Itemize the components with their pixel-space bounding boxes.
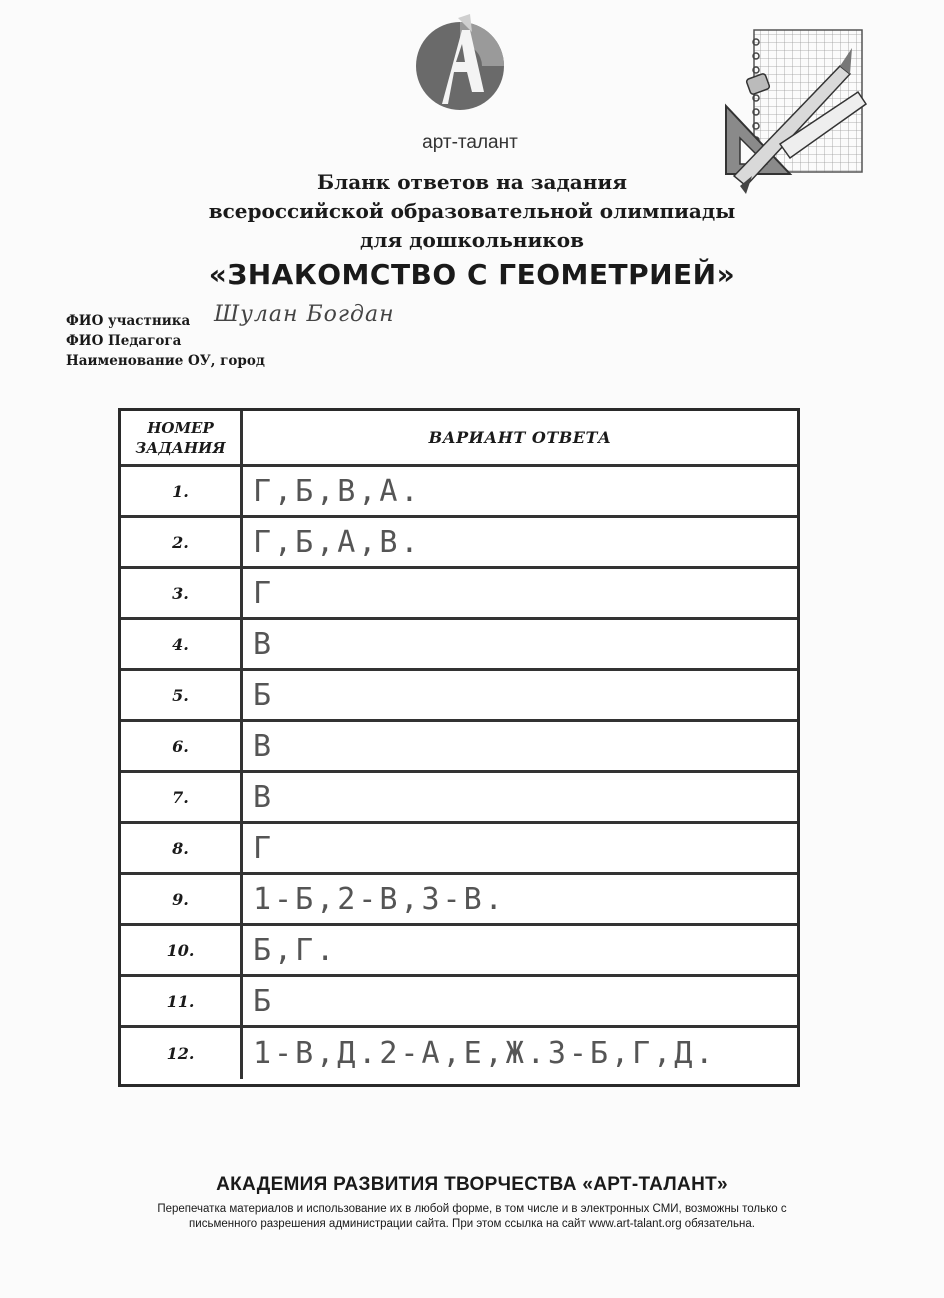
task-number: 4.: [121, 620, 243, 668]
participant-name-label: ФИО участника: [66, 313, 191, 329]
task-number: 6.: [121, 722, 243, 770]
answer-value[interactable]: Г: [253, 830, 275, 866]
organization-label: Наименование ОУ, город: [66, 353, 265, 369]
column-header-number: [121, 411, 243, 464]
answer-value[interactable]: В: [253, 728, 275, 764]
academy-name: АКАДЕМИЯ РАЗВИТИЯ ТВОРЧЕСТВА «АРТ-ТАЛАНТ»: [216, 1174, 728, 1195]
column-header-answer: ВАРИАНТ ОТВЕТА: [428, 428, 612, 447]
table-row: [121, 875, 797, 926]
task-number: 11.: [121, 977, 243, 1025]
task-number: 5.: [121, 671, 243, 719]
title-line-2: всероссийской образовательной олимпиады: [208, 199, 736, 223]
table-row: [121, 926, 797, 977]
table-header-row: [121, 411, 797, 467]
title-line-3: для дошкольников: [360, 228, 584, 252]
answer-value[interactable]: Б: [253, 983, 275, 1019]
task-number: 12.: [121, 1028, 243, 1079]
task-number: 9.: [121, 875, 243, 923]
answer-value[interactable]: Г,Б,В,А.: [253, 473, 422, 509]
art-talant-logo: [412, 14, 508, 122]
table-row: [121, 467, 797, 518]
answer-table: [118, 408, 800, 1087]
title-line-1: Бланк ответов на задания: [317, 170, 627, 194]
column-header-number-line2: ЗАДАНИЯ: [135, 438, 226, 457]
copyright-notice-line-2: письменного разрешения администрации сайта. При этом ссылка на сайт www.art-talant.org обязательна.: [189, 1218, 755, 1230]
answer-value[interactable]: Г: [253, 575, 275, 611]
task-number: 2.: [121, 518, 243, 566]
task-number: 3.: [121, 569, 243, 617]
task-number: 10.: [121, 926, 243, 974]
table-row: [121, 1028, 797, 1079]
teacher-name-label: ФИО Педагога: [66, 333, 182, 349]
page-title: «ЗНАКОМСТВО С ГЕОМЕТРИЕЙ»: [208, 258, 736, 291]
answer-value[interactable]: Б: [253, 677, 275, 713]
task-number: 7.: [121, 773, 243, 821]
table-row: [121, 773, 797, 824]
task-number: 1.: [121, 467, 243, 515]
answer-value[interactable]: В: [253, 626, 275, 662]
brand-name: арт-талант: [422, 132, 518, 153]
table-row: [121, 722, 797, 773]
column-header-number-line1: НОМЕР: [147, 418, 214, 437]
answer-value[interactable]: 1-В,Д.2-А,Е,Ж.3-Б,Г,Д.: [253, 1036, 717, 1071]
copyright-notice-line-1: Перепечатка материалов и использование их в любой форме, в том числе и в электронных СМИ, возможны только с: [157, 1203, 787, 1215]
answer-value[interactable]: В: [253, 779, 275, 815]
table-row: [121, 569, 797, 620]
answer-value[interactable]: Б,Г.: [253, 932, 338, 968]
table-row: [121, 518, 797, 569]
table-row: [121, 620, 797, 671]
table-row: [121, 671, 797, 722]
task-number: 8.: [121, 824, 243, 872]
table-row: [121, 977, 797, 1028]
answer-value[interactable]: Г,Б,А,В.: [253, 524, 422, 560]
participant-name-value: Шулан Богдан: [214, 302, 395, 327]
table-row: [121, 824, 797, 875]
answer-value[interactable]: 1-Б,2-В,3-В.: [253, 881, 506, 917]
